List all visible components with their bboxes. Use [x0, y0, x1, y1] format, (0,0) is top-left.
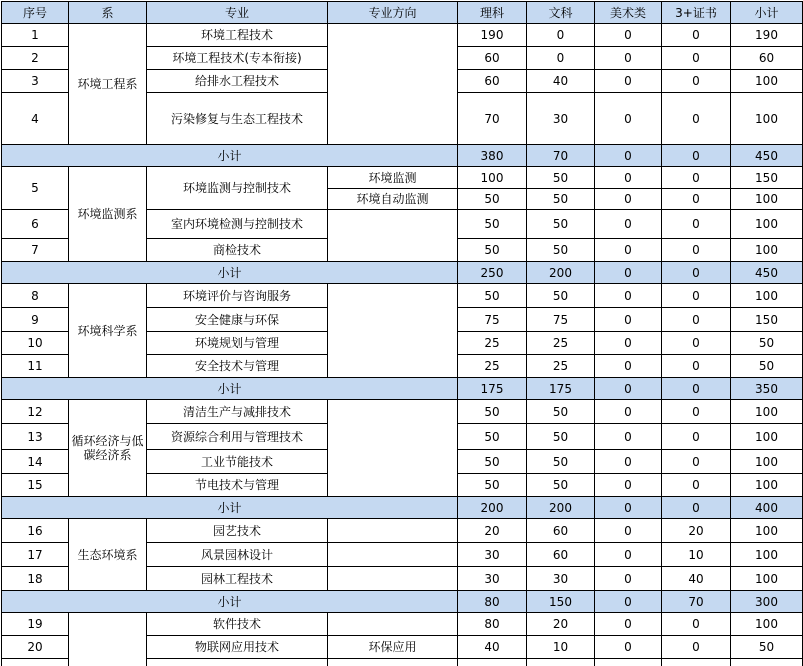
cell-science[interactable]: 50 [458, 189, 527, 210]
cell-certificate[interactable]: 0 [662, 93, 731, 145]
cell-major[interactable]: 软件技术 [147, 613, 328, 636]
cell-total[interactable]: 100 [731, 210, 803, 239]
cell-no[interactable]: 11 [2, 355, 69, 378]
cell-total[interactable]: 100 [731, 189, 803, 210]
cell-arts[interactable]: 0 [527, 47, 595, 70]
cell-no[interactable]: 7 [2, 239, 69, 262]
cell-certificate[interactable]: 0 [662, 474, 731, 497]
cell-fine-arts[interactable]: 0 [595, 424, 662, 450]
cell-direction[interactable] [328, 284, 458, 378]
cell-no[interactable]: 2 [2, 47, 69, 70]
cell-science[interactable]: 60 [458, 47, 527, 70]
cell-total[interactable]: 100 [731, 543, 803, 567]
subtotal-label[interactable]: 小计 [2, 591, 458, 613]
cell-arts[interactable]: 25 [527, 355, 595, 378]
subtotal-certificate[interactable]: 0 [662, 378, 731, 400]
cell-certificate[interactable]: 0 [662, 284, 731, 308]
cell-arts[interactable]: 60 [527, 543, 595, 567]
cell-fine-arts[interactable]: 0 [595, 284, 662, 308]
cell-major[interactable]: 给排水工程技术 [147, 70, 328, 93]
cell-direction[interactable]: 环保应用 [328, 636, 458, 659]
cell-total[interactable]: 100 [731, 519, 803, 543]
cell-no[interactable]: 20 [2, 636, 69, 659]
cell-direction[interactable] [328, 400, 458, 497]
cell-science[interactable]: 50 [458, 210, 527, 239]
cell-dept[interactable] [69, 613, 147, 666]
subtotal-science[interactable]: 175 [458, 378, 527, 400]
cell-total[interactable]: 100 [731, 284, 803, 308]
cell-total[interactable]: 50 [731, 355, 803, 378]
header-fine-arts[interactable]: 美术类 [595, 2, 662, 24]
subtotal-row [2, 262, 803, 284]
cell-science[interactable]: 40 [458, 636, 527, 659]
subtotal-total[interactable]: 350 [731, 378, 803, 400]
cell-no[interactable]: 8 [2, 284, 69, 308]
cell-science[interactable]: 70 [458, 93, 527, 145]
cell-major[interactable]: 环境评价与咨询服务 [147, 284, 328, 308]
cell-science[interactable]: 75 [458, 308, 527, 332]
cell-direction[interactable]: 环境自动监测 [328, 189, 458, 210]
cell-arts[interactable]: 50 [527, 450, 595, 474]
cell-total[interactable]: 150 [731, 308, 803, 332]
subtotal-label[interactable]: 小计 [2, 145, 458, 167]
cell-arts[interactable]: 25 [527, 332, 595, 355]
cell-arts[interactable]: 0 [527, 24, 595, 47]
cell-fine-arts[interactable]: 0 [595, 613, 662, 636]
header-direction[interactable]: 专业方向 [328, 2, 458, 24]
header-total[interactable]: 小计 [731, 2, 803, 24]
cell-science[interactable]: 25 [458, 332, 527, 355]
subtotal-science[interactable]: 250 [458, 262, 527, 284]
subtotal-fine-arts[interactable]: 0 [595, 145, 662, 167]
cell-arts[interactable]: 50 [527, 239, 595, 262]
cell-no[interactable]: 1 [2, 24, 69, 47]
cell-science[interactable]: 100 [458, 167, 527, 189]
cell-fine-arts[interactable]: 0 [595, 543, 662, 567]
subtotal-arts[interactable]: 175 [527, 378, 595, 400]
cell-major[interactable]: 污染修复与生态工程技术 [147, 93, 328, 145]
cell-fine-arts[interactable]: 0 [595, 308, 662, 332]
cell-certificate[interactable]: 0 [662, 47, 731, 70]
cell-total[interactable]: 100 [731, 239, 803, 262]
cell-total[interactable]: 100 [731, 400, 803, 424]
cell-fine-arts[interactable] [595, 659, 662, 666]
cell-major[interactable]: 资源综合利用与管理技术 [147, 424, 328, 450]
cell-fine-arts[interactable]: 0 [595, 474, 662, 497]
header-row [2, 2, 803, 24]
cell-total[interactable]: 50 [731, 636, 803, 659]
cell-fine-arts[interactable]: 0 [595, 400, 662, 424]
cell-science[interactable]: 25 [458, 355, 527, 378]
cell-fine-arts[interactable]: 0 [595, 70, 662, 93]
cell-certificate[interactable]: 40 [662, 567, 731, 591]
cell-science[interactable]: 50 [458, 284, 527, 308]
subtotal-certificate[interactable]: 0 [662, 497, 731, 519]
cell-no[interactable]: 16 [2, 519, 69, 543]
cell-dept[interactable]: 环境科学系 [69, 284, 147, 378]
header-arts[interactable]: 文科 [527, 2, 595, 24]
cell-arts[interactable]: 10 [527, 636, 595, 659]
cell-fine-arts[interactable]: 0 [595, 24, 662, 47]
table-row [2, 167, 803, 189]
header-science[interactable]: 理科 [458, 2, 527, 24]
cell-major[interactable]: 安全技术与管理 [147, 355, 328, 378]
cell-direction[interactable] [328, 210, 458, 262]
cell-no[interactable] [2, 659, 69, 666]
cell-science[interactable]: 30 [458, 567, 527, 591]
cell-arts[interactable]: 40 [527, 70, 595, 93]
cell-no[interactable]: 9 [2, 308, 69, 332]
cell-fine-arts[interactable]: 0 [595, 636, 662, 659]
table-row [2, 24, 803, 47]
cell-certificate[interactable]: 10 [662, 543, 731, 567]
cell-direction[interactable] [328, 24, 458, 145]
cell-no[interactable]: 17 [2, 543, 69, 567]
cell-major[interactable]: 环境工程技术 [147, 24, 328, 47]
subtotal-total[interactable]: 450 [731, 145, 803, 167]
cell-science[interactable]: 20 [458, 519, 527, 543]
cell-dept[interactable]: 生态环境系 [69, 519, 147, 591]
subtotal-arts[interactable]: 200 [527, 262, 595, 284]
cell-direction[interactable] [328, 543, 458, 567]
cell-fine-arts[interactable]: 0 [595, 210, 662, 239]
cell-certificate[interactable]: 0 [662, 70, 731, 93]
cell-science[interactable]: 30 [458, 543, 527, 567]
cell-certificate[interactable]: 0 [662, 239, 731, 262]
cell-major[interactable]: 风景园林设计 [147, 543, 328, 567]
cell-no[interactable]: 6 [2, 210, 69, 239]
cell-arts[interactable]: 50 [527, 284, 595, 308]
cell-no[interactable]: 13 [2, 424, 69, 450]
cell-certificate[interactable]: 0 [662, 613, 731, 636]
subtotal-total[interactable]: 450 [731, 262, 803, 284]
cell-direction[interactable] [328, 519, 458, 543]
cell-total[interactable]: 60 [731, 47, 803, 70]
cell-direction[interactable] [328, 659, 458, 666]
cell-arts[interactable]: 50 [527, 424, 595, 450]
cell-fine-arts[interactable]: 0 [595, 239, 662, 262]
enrollment-table [1, 1, 803, 666]
cell-total[interactable]: 50 [731, 332, 803, 355]
cell-arts[interactable]: 30 [527, 93, 595, 145]
table-row [2, 613, 803, 636]
cell-fine-arts[interactable]: 0 [595, 355, 662, 378]
subtotal-total[interactable]: 400 [731, 497, 803, 519]
cell-arts[interactable]: 75 [527, 308, 595, 332]
cell-major[interactable]: 清洁生产与减排技术 [147, 400, 328, 424]
table-row [2, 284, 803, 308]
cell-total[interactable]: 100 [731, 613, 803, 636]
table-row [2, 519, 803, 543]
cell-science[interactable]: 50 [458, 450, 527, 474]
cell-total[interactable]: 100 [731, 474, 803, 497]
cell-major[interactable]: 物联网应用技术 [147, 636, 328, 659]
cell-dept[interactable]: 循环经济与低碳经济系 [69, 400, 147, 497]
cell-science[interactable]: 80 [458, 613, 527, 636]
cell-major[interactable]: 室内环境检测与控制技术 [147, 210, 328, 239]
cell-fine-arts[interactable]: 0 [595, 450, 662, 474]
cell-major[interactable]: 环境监测与控制技术 [147, 167, 328, 210]
cell-certificate[interactable]: 0 [662, 167, 731, 189]
cell-certificate[interactable]: 0 [662, 189, 731, 210]
cell-arts[interactable]: 60 [527, 519, 595, 543]
subtotal-fine-arts[interactable]: 0 [595, 497, 662, 519]
cell-certificate[interactable]: 0 [662, 355, 731, 378]
cell-total[interactable] [731, 659, 803, 666]
cell-fine-arts[interactable]: 0 [595, 167, 662, 189]
cell-major[interactable]: 环境工程技术(专本衔接) [147, 47, 328, 70]
cell-no[interactable]: 12 [2, 400, 69, 424]
cell-direction[interactable] [328, 567, 458, 591]
cell-total[interactable]: 100 [731, 567, 803, 591]
cell-total[interactable]: 100 [731, 450, 803, 474]
subtotal-total[interactable]: 300 [731, 591, 803, 613]
cell-no[interactable]: 18 [2, 567, 69, 591]
cell-fine-arts[interactable]: 0 [595, 47, 662, 70]
cell-fine-arts[interactable]: 0 [595, 567, 662, 591]
subtotal-certificate[interactable]: 70 [662, 591, 731, 613]
cell-major[interactable]: 安全健康与环保 [147, 308, 328, 332]
cell-dept[interactable]: 环境监测系 [69, 167, 147, 262]
subtotal-science[interactable]: 80 [458, 591, 527, 613]
cell-major[interactable]: 园林工程技术 [147, 567, 328, 591]
cell-dept[interactable]: 环境工程系 [69, 24, 147, 145]
cell-major[interactable]: 商检技术 [147, 239, 328, 262]
cell-certificate[interactable]: 20 [662, 519, 731, 543]
cell-certificate[interactable] [662, 659, 731, 666]
cell-no[interactable]: 19 [2, 613, 69, 636]
cell-certificate[interactable]: 0 [662, 450, 731, 474]
subtotal-certificate[interactable]: 0 [662, 145, 731, 167]
cell-science[interactable]: 50 [458, 239, 527, 262]
cell-major[interactable]: 环境规划与管理 [147, 332, 328, 355]
cell-major[interactable]: 节电技术与管理 [147, 474, 328, 497]
cell-direction[interactable] [328, 613, 458, 636]
subtotal-certificate[interactable]: 0 [662, 262, 731, 284]
subtotal-science[interactable]: 380 [458, 145, 527, 167]
subtotal-fine-arts[interactable]: 0 [595, 262, 662, 284]
cell-fine-arts[interactable]: 0 [595, 189, 662, 210]
cell-no[interactable]: 4 [2, 93, 69, 145]
cell-no[interactable]: 3 [2, 70, 69, 93]
cell-science[interactable]: 50 [458, 400, 527, 424]
subtotal-arts[interactable]: 200 [527, 497, 595, 519]
cell-certificate[interactable]: 0 [662, 636, 731, 659]
cell-arts[interactable]: 30 [527, 567, 595, 591]
subtotal-science[interactable]: 200 [458, 497, 527, 519]
cell-no[interactable]: 10 [2, 332, 69, 355]
cell-science[interactable]: 50 [458, 424, 527, 450]
header-certificate[interactable]: 3+证书 [662, 2, 731, 24]
cell-total[interactable]: 100 [731, 70, 803, 93]
cell-total[interactable]: 190 [731, 24, 803, 47]
cell-major[interactable] [147, 659, 328, 666]
cell-certificate[interactable]: 0 [662, 24, 731, 47]
cell-arts[interactable]: 20 [527, 613, 595, 636]
cell-no[interactable]: 15 [2, 474, 69, 497]
cell-major[interactable]: 工业节能技术 [147, 450, 328, 474]
header-major[interactable]: 专业 [147, 2, 328, 24]
subtotal-arts[interactable]: 150 [527, 591, 595, 613]
cell-arts[interactable]: 50 [527, 400, 595, 424]
subtotal-row [2, 497, 803, 519]
cell-certificate[interactable]: 0 [662, 210, 731, 239]
cell-no[interactable]: 5 [2, 167, 69, 210]
subtotal-arts[interactable]: 70 [527, 145, 595, 167]
subtotal-fine-arts[interactable]: 0 [595, 378, 662, 400]
cell-science[interactable] [458, 659, 527, 666]
cell-total[interactable]: 100 [731, 93, 803, 145]
header-dept[interactable]: 系 [69, 2, 147, 24]
cell-certificate[interactable]: 0 [662, 424, 731, 450]
cell-arts[interactable]: 50 [527, 189, 595, 210]
cell-science[interactable]: 50 [458, 474, 527, 497]
cell-certificate[interactable]: 0 [662, 308, 731, 332]
cell-major[interactable]: 园艺技术 [147, 519, 328, 543]
cell-arts[interactable]: 50 [527, 167, 595, 189]
cell-certificate[interactable]: 0 [662, 400, 731, 424]
subtotal-row [2, 378, 803, 400]
subtotal-label[interactable]: 小计 [2, 497, 458, 519]
cell-certificate[interactable]: 0 [662, 332, 731, 355]
subtotal-row [2, 591, 803, 613]
cell-fine-arts[interactable]: 0 [595, 93, 662, 145]
cell-fine-arts[interactable]: 0 [595, 519, 662, 543]
subtotal-label[interactable]: 小计 [2, 378, 458, 400]
cell-no[interactable]: 14 [2, 450, 69, 474]
cell-total[interactable]: 100 [731, 424, 803, 450]
cell-total[interactable]: 150 [731, 167, 803, 189]
cell-science[interactable]: 190 [458, 24, 527, 47]
subtotal-label[interactable]: 小计 [2, 262, 458, 284]
cell-arts[interactable]: 50 [527, 474, 595, 497]
cell-direction[interactable]: 环境监测 [328, 167, 458, 189]
header-no[interactable]: 序号 [2, 2, 69, 24]
subtotal-row [2, 145, 803, 167]
cell-science[interactable]: 60 [458, 70, 527, 93]
table-row [2, 400, 803, 424]
cell-fine-arts[interactable]: 0 [595, 332, 662, 355]
cell-arts[interactable] [527, 659, 595, 666]
subtotal-fine-arts[interactable]: 0 [595, 591, 662, 613]
cell-arts[interactable]: 50 [527, 210, 595, 239]
